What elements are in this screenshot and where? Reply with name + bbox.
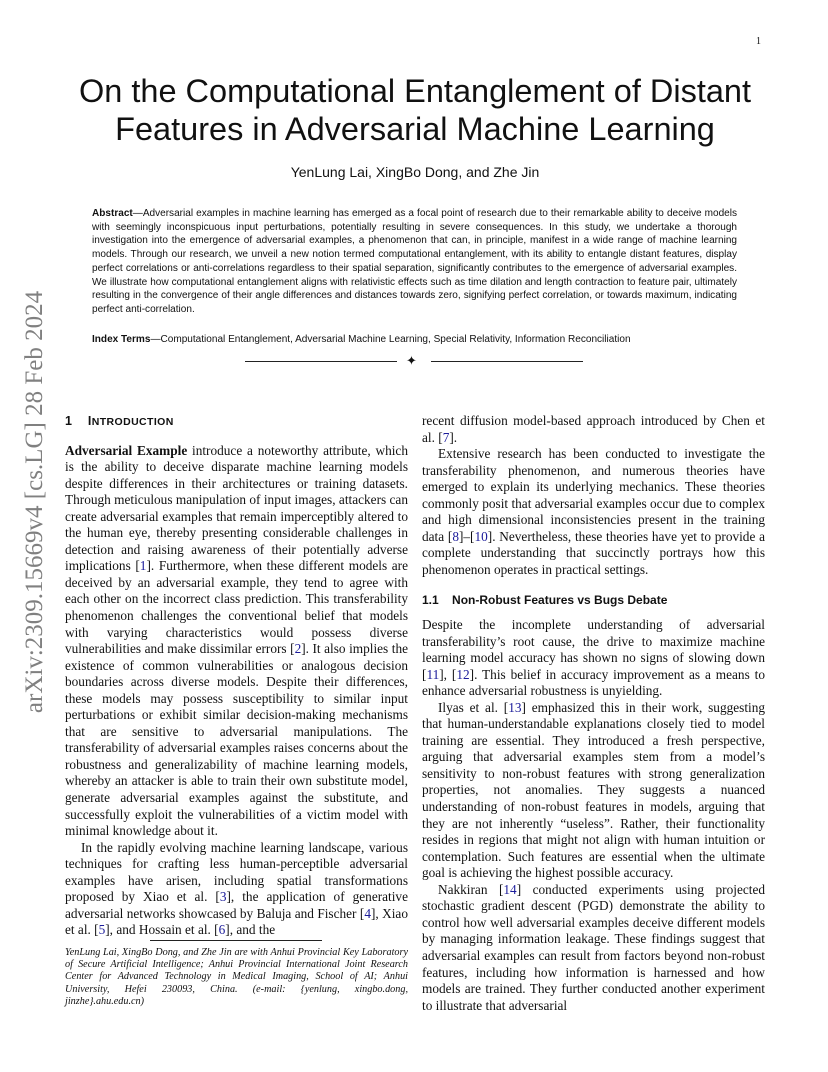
citation-link[interactable]: 14 xyxy=(503,881,517,897)
citation-link[interactable]: 5 xyxy=(98,922,106,938)
paper-title: On the Computational Entanglement of Distant Features in Adversarial Machine Learning xyxy=(78,73,752,147)
abstract xyxy=(92,207,737,317)
subsection-heading-non-robust-features: 1.1 Non-Robust Features vs Bugs Debate xyxy=(422,593,668,608)
paragraph: Nakkiran [14] conducted experiments using projected stochastic gradient descent (PGD) demonstrate the ability to control how well adversarial examples deceive different models by managing information leakage. These findings suggest that adversarial examples can result from factors beyond non-robust features, including how information is harnessed and how models are trained. They further conducted another experiment to illustrate that adversarial xyxy=(422,881,765,1013)
paragraph: Adversarial Example introduce a noteworthy attribute, which is the ability to deceive disparate machine learning models despite differences in their architectures or training datasets. Through meticulous manipulation of input images, attackers can create adversarial examples that remain imperceptibly altered to the human eye, thereby presenting considerable challenges in detection and raising awareness of their potentially adverse implications [1]. Furthermore, when these different models are deceived by an adversarial example, they tend to agree with each other on the incorrect class prediction. This transferability phenomenon challenges the conventional belief that models with varying characteristics would possess diverse vulnerabilities and make dissimilar errors [2]. It also implies the existence of common vulnerabilities or analogous decision boundaries across diverse models. Despite their differences, these models may possess susceptibility to similar input perturbations or exhibit similar decision-making mechanisms that are sensitive to adversarial manipulations. The transferability of adversarial examples raises concerns about the robustness and generalizability of machine learning models, whereby an attacker is able to train their own substitute model, generate adversarial examples against the substitute, and successfully exploit the vulnerabilities of a victim model with minimal knowledge about it. xyxy=(65,442,408,839)
right-column xyxy=(422,413,765,1014)
citation-link[interactable]: 11 xyxy=(426,666,440,682)
index-terms-text: —Computational Entanglement, Adversarial Machine Learning, Special Relativity, Information Reconciliation xyxy=(150,334,631,345)
citation-link[interactable]: 8 xyxy=(452,528,459,544)
citation-link[interactable]: 7 xyxy=(442,429,450,445)
paragraph: Ilyas et al. [13] emphasized this in their work, suggesting that human-understandable explanations closely tied to model training are essential. They introduced a fresh perspective, arguing that adversarial examples stem from a model’s sensitivity to non-robust features with strong generalization properties, not anomalies. They suggests a nuanced understanding of non-robust features in models, arguing that they are not inherently “useless”. Rather, their functionality resides in regions that might not align with human intuition or contemplation. Such features are essential when the ultimate goal is achieving the highest possible accuracy. xyxy=(422,699,766,881)
citation-link[interactable]: 10 xyxy=(474,528,488,544)
section-heading-introduction: 1 INTRODUCTION xyxy=(65,414,174,428)
divider-line-left xyxy=(245,361,397,362)
paragraph: Extensive research has been conducted to investigate the transferability phenomenon, and numerous theories have emerged to explain its underlying mechanics. These theories commonly posit that adversarial examples occur due to complex and high dimensional inconsistencies present in the training data [8]–[10]. Nevertheless, these theories have yet to provide a complete understanding that succinctly portrays how this phenomenon operates in practical settings. xyxy=(422,446,765,577)
citation-link[interactable]: 2 xyxy=(294,641,302,657)
page-number: 1 xyxy=(756,36,761,47)
paragraph: Despite the incomplete understanding of adversarial transferability’s root cause, the drive to maximize machine learning model accuracy has shown no signs of slowing down [11], [12]. This belief in accuracy improvement as a means to enhance adversarial robustness is unyielding. xyxy=(422,617,765,699)
abstract-label: Abstract xyxy=(92,208,133,219)
index-terms-label: Index Terms xyxy=(92,334,151,345)
index-terms xyxy=(92,333,737,347)
citation-link[interactable]: 12 xyxy=(456,666,470,682)
citation-link[interactable]: 6 xyxy=(218,922,226,938)
citation-link[interactable]: 1 xyxy=(139,558,147,574)
citation-link[interactable]: 13 xyxy=(508,699,522,715)
arxiv-identifier: arXiv:2309.15669v4 [cs.LG] 28 Feb 2024 xyxy=(21,290,48,714)
citation-link[interactable]: 3 xyxy=(219,889,227,905)
author-list: YenLung Lai, XingBo Dong, and Zhe Jin xyxy=(290,164,540,180)
author-affiliation-footnote: YenLung Lai, XingBo Dong, and Zhe Jin are with Anhui Provincial Key Laboratory of Secure Artificial Intelligence; Anhui Provincial International Joint Research Center for Advanced Technology in Medical Imaging, School of AI; Anhui University, Hefei 230093, China. (e-mail: {yenlung, xingbo.dong, jinzhe}.ahu.edu.cn) xyxy=(65,947,408,1007)
divider-line-right xyxy=(431,361,583,362)
paragraph: In the rapidly evolving machine learning landscape, various techniques for crafting less human-perceptible adversarial examples have arisen, including spatial transformations proposed by Xiao et al. [3], the application of generative adversarial networks showcased by Baluja and Fischer [4], Xiao et al. [5], and Hossain et al. [6], and the xyxy=(65,839,408,938)
footnote-rule xyxy=(150,940,322,941)
left-column xyxy=(65,413,408,939)
section-divider xyxy=(245,353,583,369)
citation-link[interactable]: 4 xyxy=(364,905,371,921)
diamond-ornament-icon: ✦ xyxy=(406,353,417,368)
paragraph: recent diffusion model-based approach introduced by Chen et al. [7]. xyxy=(422,413,765,445)
abstract-text: —Adversarial examples in machine learning has emerged as a focal point of research due to their remarkable ability to deceive models with seemingly inconspicuous input perturbations, potentially resulting in severe consequences. In this study, we undertake a thorough investigation into the emergence of adversarial examples, a phenomenon that can, in principle, manifest in a wide range of machine learning models. Through our research, we unveil a new notion termed computational entanglement, with its ability to entangle distant features, display perfect correlations or anti-correlations regardless to their spatial separation, significantly contributes to the emergence of adversarial examples. We illustrate how computational entanglement aligns with relativistic effects such as time dilation and length contraction to feature pair, ultimately resulting in the convergence of their angle differences and distances towards zero, signifying perfect correlation, or towards maximum, indicating perfect anti-correlation. xyxy=(92,208,737,315)
